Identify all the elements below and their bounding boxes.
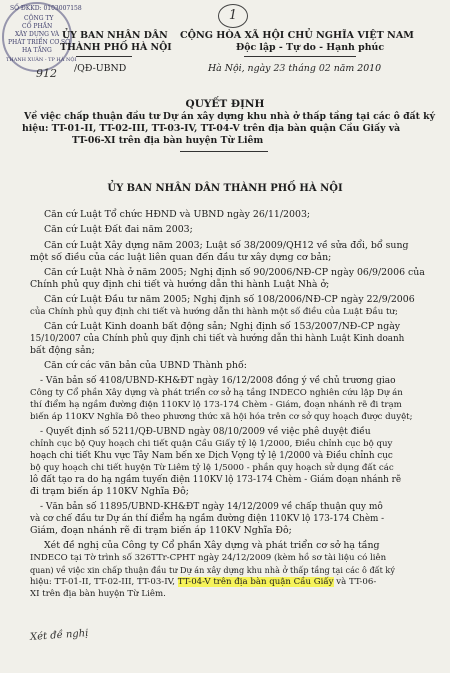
document-heading: QUYẾT ĐỊNH [185, 98, 265, 110]
legal-basis-line: bất động sản; [30, 345, 95, 356]
agency-underline [76, 56, 132, 57]
legal-basis-line: Căn cứ Luật Đầu tư năm 2005; Nghị định số 108/2006/NĐ-CP ngày 22/9/2006 [44, 294, 415, 305]
legal-basis-line: Căn cứ Luật Nhà ở năm 2005; Nghị định số 90/2006/NĐ-CP ngày 06/9/2006 của [44, 267, 425, 278]
proposal-line: quan) về việc xin chấp thuận đầu tư Dự án xây dựng khu nhà ở thấp tầng tại các ô đất ký [30, 565, 395, 575]
decision-number-label: /QĐ-UBND [74, 63, 127, 74]
document-subject-line: TT-06-XI trên địa bàn huyện Từ Liêm [72, 135, 264, 146]
title-underline [180, 151, 268, 152]
legal-basis-line: đi trạm biến áp 110KV Nghĩa Đô; [30, 486, 189, 497]
legal-basis-line: Giám, đoạn nhánh rẽ đi trạm biến áp 110KV Nghĩa Đô; [30, 525, 292, 536]
legal-basis-line: lô đất tạo ra do hạ ngầm tuyến điện 110KV lộ 173-174 Chèm - Giám đoạn nhánh rẽ [30, 475, 402, 485]
proposal-line: XI trên địa bàn huyện Từ Liêm. [30, 589, 166, 599]
stamp-text: PHÁT TRIỂN CƠ SỞ [8, 39, 71, 46]
page-number: 1 [218, 4, 248, 28]
legal-basis-line: - Văn bản số 4108/UBND-KH&ĐT ngày 16/12/2008 đồng ý về chủ trương giao [40, 376, 396, 386]
legal-basis-line: Công ty Cổ phần Xây dựng và phát triển cơ sở hạ tầng INDECO nghiên cứu lập Dự án [30, 388, 403, 398]
legal-basis-line: biến áp 110KV Nghĩa Đô theo phương thức xã hội hóa trên cơ sở quy hoạch được duyệt; [30, 412, 413, 422]
legal-basis-line: Căn cứ Luật Kinh doanh bất động sản; Nghị định số 153/2007/NĐ-CP ngày [44, 321, 401, 332]
stamp-text: XÂY DỰNG VÀ [15, 31, 60, 38]
stamp-text: CÔNG TY [24, 15, 54, 22]
legal-basis-line: Căn cứ Luật Tổ chức HĐND và UBND ngày 26/11/2003; [44, 209, 311, 220]
agency-name-line2: THÀNH PHỐ HÀ NỘI [60, 42, 172, 53]
proposal-line: INDECO tại Tờ trình số 326TTr-CPHT ngày 24/12/2009 (kèm hồ sơ tài liệu có liên [30, 553, 387, 563]
legal-basis-line: bộ quy hoạch chi tiết huyện Từ Liêm tỷ lệ 1/5000 - phần quy hoạch sử dụng đất các [30, 463, 394, 473]
nation-title: CỘNG HÒA XÃ HỘI CHỦ NGHĨA VIỆT NAM [180, 30, 414, 41]
nation-motto: Độc lập - Tự do - Hạnh phúc [236, 42, 385, 53]
issuing-authority: ỦY BAN NHÂN DÂN THÀNH PHỐ HÀ NỘI [107, 183, 343, 194]
stamp-text: SỐ ĐKKD: 0103007158 [10, 5, 82, 12]
legal-basis-line: Căn cứ Luật Đất đai năm 2003; [44, 224, 193, 235]
proposal-line: Xét đề nghị của Công ty Cổ phần Xây dựng và phát triển cơ sở hạ tầng [44, 540, 380, 551]
decision-number-handwritten: 912 [36, 67, 57, 80]
legal-basis-line: 15/10/2007 của Chính phủ quy định chi tiết và hướng dẫn thi hành Luật Kinh doanh [30, 334, 405, 344]
legal-basis-line: - Văn bản số 11895/UBND-KH&ĐT ngày 14/12/2009 về chấp thuận quy mô [40, 502, 383, 512]
legal-basis-line: Chính phủ quy định chi tiết và hướng dẫn thi hành Luật Nhà ở; [30, 279, 330, 290]
issue-date: Hà Nội, ngày 23 tháng 02 năm 2010 [208, 63, 382, 74]
agency-name-line1: ỦY BAN NHÂN DÂN [62, 30, 168, 41]
highlighted-text: TT-04-V trên địa bàn quận Cầu Giấy [177, 577, 334, 587]
legal-basis-line: Căn cứ Luật Xây dựng năm 2003; Luật số 38/2009/QH12 về sửa đổi, bổ sung [44, 240, 409, 251]
motto-underline [244, 56, 356, 57]
stamp-text: HẠ TẦNG [22, 47, 52, 54]
legal-basis-line: thí điểm hạ ngầm đường điện 110KV lộ 173-174 Chèm - Giám, đoạn nhánh rẽ đi trạm [30, 400, 402, 410]
handwritten-note: Xét đề nghị [29, 627, 89, 644]
legal-basis-line: chỉnh cục bộ Quy hoạch chi tiết quận Cầu Giấy tỷ lệ 1/2000, Điều chỉnh cục bộ quy [30, 439, 393, 449]
legal-basis-line: của Chính phủ quy định chi tiết và hướng dẫn thi hành một số điều của Luật Đầu tư; [30, 307, 398, 317]
legal-basis-line: hoạch chi tiết Khu vực Tây Nam bến xe Dịch Vọng tỷ lệ 1/2000 và Điều chỉnh cục [30, 451, 393, 461]
stamp-text: CỔ PHẦN [22, 23, 53, 30]
legal-basis-line: một số điều của các luật liên quan đến đầu tư xây dựng cơ bản; [30, 252, 332, 263]
stamp-text: THANH XUÂN - TP HÀ NỘI [6, 57, 77, 63]
legal-basis-line: - Quyết định số 5211/QĐ-UBND ngày 08/10/2009 về việc phê duyệt điều [40, 427, 371, 437]
proposal-line: hiệu: TT-01-II, TT-02-III, TT-03-IV, TT-04-V trên địa bàn quận Cầu Giấy và TT-06- [30, 577, 377, 587]
document-subject-line: Về việc chấp thuận đầu tư Dự án xây dựng khu nhà ở thấp tầng tại các ô đất ký [24, 111, 436, 122]
legal-basis-line: và cơ chế đầu tư Dự án thí điểm hạ ngầm đường điện 110KV lộ 173-174 Chèm - [30, 514, 385, 524]
legal-basis-line: Căn cứ các văn bản của UBND Thành phố: [44, 360, 247, 371]
document-subject-line: hiệu: TT-01-II, TT-02-III, TT-03-IV, TT-04-V trên địa bàn quận Cầu Giấy và [22, 123, 401, 134]
